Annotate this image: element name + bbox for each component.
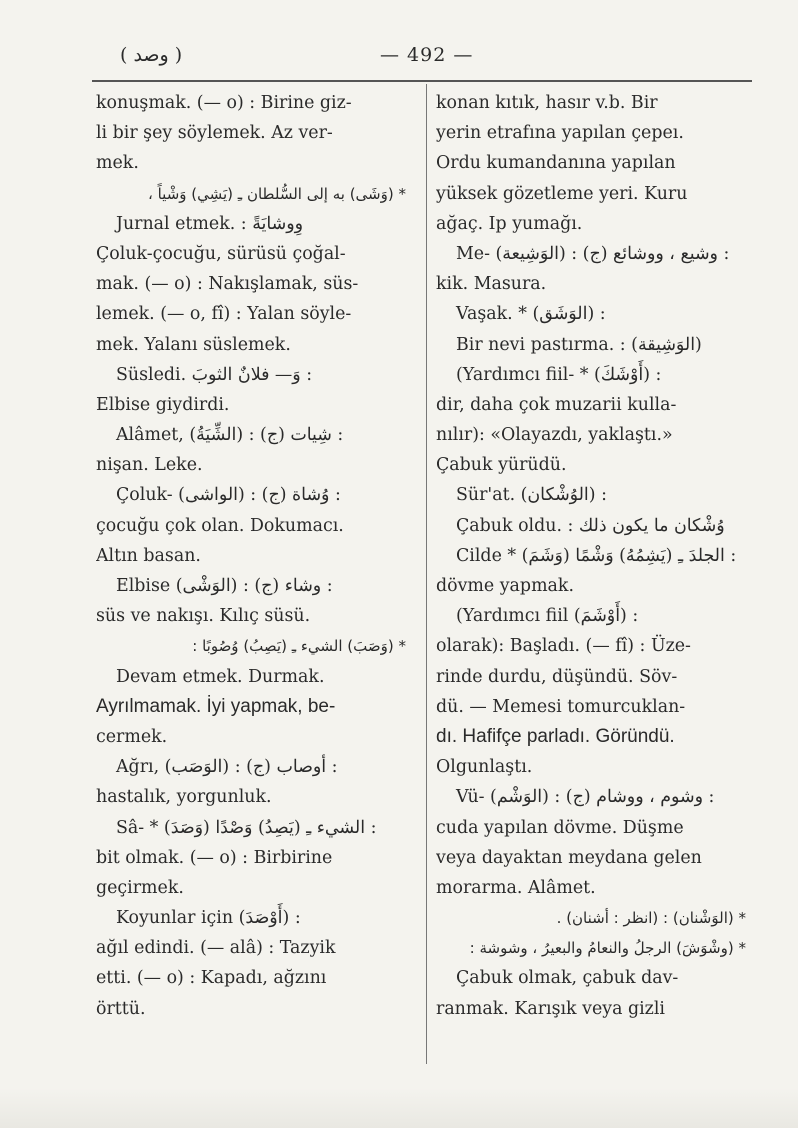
left-column <box>96 88 406 1024</box>
text-line: Çabuk yürüdü. <box>436 455 567 476</box>
text-line: mek. Yalanı süslemek. <box>96 334 291 355</box>
text-line: rinde durdu, düşündü. Söv- <box>436 666 678 687</box>
text-line: Vaşak. * (الوَشَق) : <box>456 304 606 325</box>
text-line: Me- (الوَشِيعة) : (ج) وشيع ، ووشائع : <box>456 243 730 264</box>
text-line: çocuğu çok olan. Dokumacı. <box>96 515 344 536</box>
text-line: Süsledi. وَ— فلانٌ الثوبَ : <box>116 364 313 385</box>
text-line: morarma. Alâmet. <box>436 877 596 898</box>
text-line: veya dayaktan meydana gelen <box>436 847 702 868</box>
text-line: Çabuk oldu. : وُشْكان ما يكون ذلك <box>456 515 725 536</box>
text-line: Bir nevi pastırma. : (الوَشِيقة) <box>456 334 702 355</box>
text-line: Cilde * (وَشَمَ) الجلدَ ـِ (يَشِمُهُ) وَشْمًا : <box>456 545 737 566</box>
text-line: geçirmek. <box>96 877 184 898</box>
text-line: Çoluk- (الواشى) : (ج) وُشاة : <box>116 485 341 506</box>
page-edge-shade <box>0 1088 798 1128</box>
text-line: li bir şey söylemek. Az ver- <box>96 123 333 144</box>
text-line: Sâ- * (وَصَدَ) الشيء ـِ (يَصِدُ) وَصْدًا : <box>116 817 377 838</box>
text-line: Ağrı, (الوَصَب) : (ج) أوصاب : <box>116 757 338 778</box>
header-entry-word: ( وصد ) <box>120 44 183 66</box>
text-line: hastalık, yorgunluk. <box>96 787 272 808</box>
text-line: (Yardımcı fiil- * (أَوْشَكَ) : <box>456 364 662 385</box>
text-line: Sür'at. (الوُشْكان) : <box>456 485 607 506</box>
text-line: Devam etmek. Durmak. <box>116 666 325 687</box>
text-line: * (وشْوَشَ) الرجلُ والنعامُ والبعيرُ ، وشوشة : <box>469 939 746 958</box>
text-line: Vü- (الوَشْم) : (ج) وشوم ، ووشام : <box>456 787 715 808</box>
text-line: ranmak. Karışık veya gizli <box>436 998 665 1019</box>
text-line: ağaç. Ip yumağı. <box>436 213 583 234</box>
text-line: mek. <box>96 153 139 174</box>
column-divider <box>426 84 427 1064</box>
text-line: Altın basan. <box>96 545 201 566</box>
text-line: * (وَشَى) به إلى السُّلطان ـِ (يَشِي) وَشْياً ، <box>147 184 406 203</box>
text-line: süs ve nakışı. Kılıç süsü. <box>96 606 311 627</box>
text-line: cuda yapılan dövme. Düşme <box>436 817 684 838</box>
text-line: Ordu kumandanına yapılan <box>436 153 676 174</box>
text-line: * (وَصَبَ) الشيء ـِ (يَصِبُ) وُصُوبًا : <box>192 637 406 656</box>
text-line: konuşmak. (— o) : Birine giz- <box>96 93 352 113</box>
text-line: lemek. (— o, fî) : Yalan söyle- <box>96 304 352 325</box>
text-line: Elbise (الوَشْى) : (ج) وشاء : <box>116 576 333 596</box>
text-line: dövme yapmak. <box>436 576 574 596</box>
text-line: Olgunlaştı. <box>436 757 533 778</box>
text-line: etti. (— o) : Kapadı, ağzını <box>96 968 327 989</box>
header-rule <box>92 80 752 82</box>
text-line: konan kıtık, hasır v.b. Bir <box>436 93 658 113</box>
text-line: Çoluk-çocuğu, sürüsü çoğal- <box>96 243 346 264</box>
text-line: mak. (— o) : Nakışlamak, süs- <box>96 274 359 295</box>
text-line: Koyunlar için (أَوْصَدَ) : <box>116 908 301 929</box>
text-line: Jurnal etmek. : وِوشايَةً <box>116 213 304 234</box>
page-number: — 492 — <box>380 44 474 66</box>
right-column <box>436 88 746 1024</box>
text-line: Ayrılmamak. İyi yapmak, be- <box>96 695 336 717</box>
text-line: Alâmet, (الشِّيَةُ) : (ج) شِيات : <box>116 425 344 446</box>
text-line: Elbise giydirdi. <box>96 394 230 415</box>
text-line: yerin etrafına yapılan çepeı. <box>436 123 684 144</box>
text-line: örttü. <box>96 998 146 1019</box>
text-line: nişan. Leke. <box>96 455 203 476</box>
text-line: olarak): Başladı. (— fî) : Üze- <box>436 636 691 657</box>
text-line: cermek. <box>96 726 168 747</box>
text-line: kik. Masura. <box>436 274 547 295</box>
text-line: * (الوَشْنان) : (انظر : أشنان) . <box>556 909 746 928</box>
text-line: (Yardımcı fiil (أَوْشَمَ) : <box>456 606 639 627</box>
text-line: bit olmak. (— o) : Birbirine <box>96 847 333 868</box>
text-line: dı. Hafifçe parladı. Göründü. <box>436 725 675 747</box>
text-line: Çabuk olmak, çabuk dav- <box>456 968 679 989</box>
text-line: ağıl edindi. (— alâ) : Tazyik <box>96 938 336 959</box>
text-line: dü. — Memesi tomurcuklan- <box>436 696 686 717</box>
text-line: dir, daha çok muzarii kulla- <box>436 394 677 415</box>
text-line: nılır): «Olayazdı, yaklaştı.» <box>436 425 673 446</box>
text-line: yüksek gözetleme yeri. Kuru <box>436 183 688 204</box>
